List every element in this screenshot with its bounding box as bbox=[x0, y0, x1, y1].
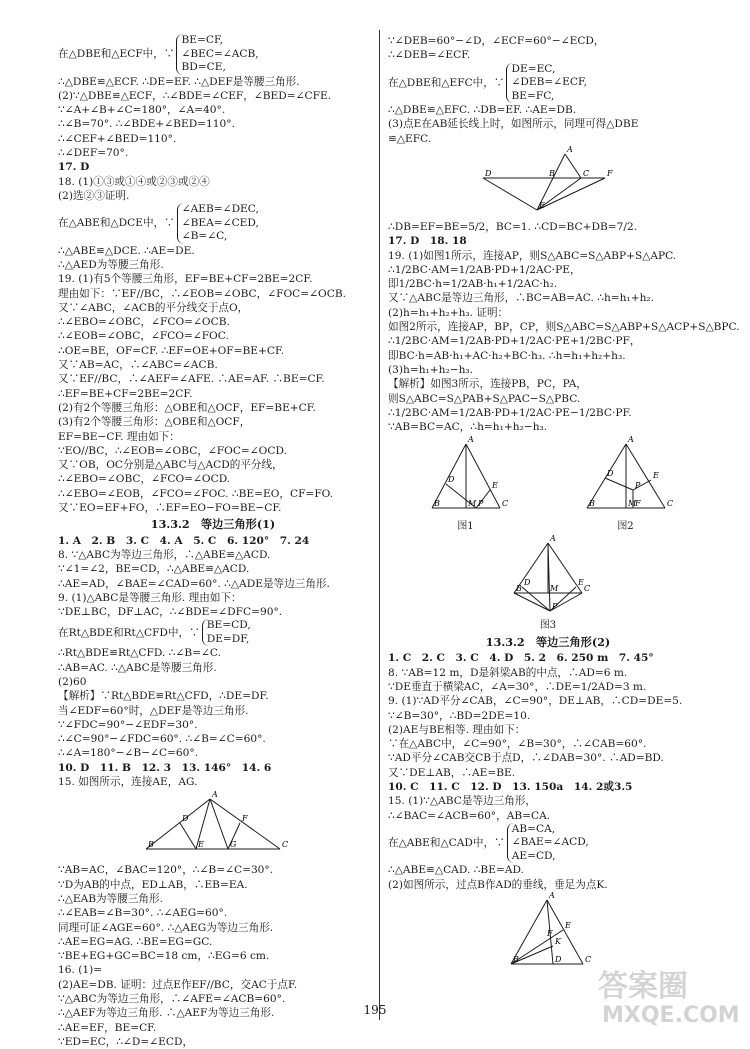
figure-point-label: C bbox=[666, 499, 673, 509]
brace-condition: AE=CD, bbox=[511, 849, 556, 862]
figure-caption: 图3 bbox=[539, 619, 557, 631]
text-line: 9. (1)∵AD平分∠CAB，∠C=90°，DE⊥AB，∴CD=DE=5. bbox=[388, 695, 683, 708]
text-line: ∴AE=AD，∠BAE=∠CAD=60°. ∴△ADE是等边三角形. bbox=[58, 577, 330, 590]
figure-point-label: F bbox=[242, 814, 248, 824]
figure-point-label: D bbox=[447, 475, 454, 485]
text-line: (2)60 bbox=[58, 675, 87, 688]
figure-point-label: E bbox=[198, 840, 204, 850]
figure-segment bbox=[605, 478, 633, 490]
figure-point-label: B bbox=[433, 499, 440, 509]
text-line: ∴∠B=70°. ∴∠BDE+∠BED=110°. bbox=[58, 118, 235, 131]
fig1-figure bbox=[426, 435, 508, 518]
figure-point-label: G bbox=[230, 840, 237, 850]
text-line: ∵EO//BC，∴∠EOB=∠OBC，∠FOC=∠OCD. bbox=[58, 444, 287, 457]
figure-point-label: P bbox=[477, 499, 483, 509]
figure-point-label: C bbox=[282, 840, 289, 850]
text-line: ∵ED=EC，∴∠D=∠ECD， bbox=[58, 1035, 194, 1048]
figure-point-label: A bbox=[467, 435, 474, 445]
figure-point-label: M bbox=[467, 499, 476, 509]
brace-condition: ∠BEA=∠CED, bbox=[181, 216, 259, 229]
figure-segment bbox=[180, 823, 196, 849]
brace-condition: ∠BAE=∠ACD, bbox=[511, 836, 589, 849]
text-line: ∴△DBE≌△EFC. ∴DB=EF. ∴AE=DB. bbox=[388, 104, 577, 117]
text-line: ∵AB=BC=AC，∴h=h₁+h₂−h₃. bbox=[388, 421, 548, 434]
text-line: ∴△EAB为等腰三角形. bbox=[58, 892, 163, 905]
text-line: 16. (1)= bbox=[58, 964, 103, 977]
figure-segment bbox=[483, 178, 537, 210]
text-line: ∵∠A+∠B+∠C=180°，∠A=40°. bbox=[58, 104, 226, 117]
text-line: ∴△ABE≌△CAD. ∴BE=AD. bbox=[388, 864, 524, 877]
brace-condition: BE=CF, bbox=[181, 34, 224, 46]
figure-point-label: D bbox=[555, 954, 562, 964]
brace-system bbox=[58, 203, 368, 244]
text-line: ∴△AED为等腰三角形. bbox=[58, 258, 164, 271]
figure-point-label: A bbox=[567, 144, 573, 154]
brace-system bbox=[58, 34, 368, 75]
text-line: ∴∠BAC=∠ACB=60°，AB=CA. bbox=[388, 809, 551, 822]
figure-point-label: P bbox=[552, 601, 558, 611]
figure-point-label: E bbox=[565, 920, 571, 930]
text-line: 19. (1)有5个等腰三角形，EF=BE+CF=2BE=2CF. bbox=[58, 273, 313, 286]
brace-condition: BE=FC, bbox=[511, 89, 555, 102]
text-line: ∵AB=AC，∠BAC=120°，∴∠B=∠C=30°. bbox=[58, 864, 274, 877]
text-line: 即BC·h=AB·h₁+AC·h₂+BC·h₃. ∴h=h₁+h₂+h₃. bbox=[388, 349, 626, 362]
text-line: ∴AE=EG=AG. ∴BE=EG=GC. bbox=[58, 935, 213, 948]
figure-point-label: P bbox=[634, 481, 640, 491]
brace-condition: BE=CD, bbox=[206, 619, 251, 632]
page-number: 195 bbox=[363, 1003, 387, 1017]
f15-figure bbox=[138, 791, 288, 861]
figure-point-label: A bbox=[212, 790, 218, 800]
figure-point-label: K bbox=[555, 936, 561, 946]
text-line: ∴∠EBO=∠OBC，∠FCO=∠OCB. bbox=[58, 316, 230, 329]
figure-point-label: E bbox=[578, 577, 584, 587]
brace-prefix: 在△ABE和△CAD中，∵ bbox=[388, 836, 505, 849]
text-line: ∴∠CEF+∠BED=110°. bbox=[58, 132, 177, 145]
text-line: (2)选②③证明. bbox=[58, 189, 130, 202]
text-line: ∴∠C=90°−∠FDC=60°. ∴∠B=∠C=60°. bbox=[58, 733, 266, 746]
section-heading: 13.3.2 等边三角形(1) bbox=[150, 517, 276, 532]
text-line: ∵在△ABC中，∠C=90°，∠B=30°，∴∠CAB=60°. bbox=[388, 738, 647, 751]
text-line: ∴△ABE≌△DCE. ∴AE=DE. bbox=[58, 244, 195, 257]
brace-prefix: 在Rt△BDE和Rt△CFD中，∵ bbox=[58, 626, 200, 639]
text-line: 即1/2BC·h=1/2AB·h₁+1/2AC·h₂. bbox=[388, 278, 558, 291]
text-line: ∴△DBE≌△ECF. ∴DE=EF. ∴△DEF是等腰三角形. bbox=[58, 75, 300, 88]
text-line: ∴∠DEF=70°. bbox=[58, 146, 129, 159]
text-line: 15. (1)∵△ABC是等边三角形， bbox=[388, 795, 537, 808]
figure-point-label: A bbox=[549, 890, 555, 900]
text-line: 又∵EO=EF+FO，∴EF=EO−FO=BE−CF. bbox=[58, 502, 282, 515]
left-column bbox=[58, 34, 368, 1049]
figure-point-label: C bbox=[584, 583, 591, 593]
brace-condition: ∠BEC=∠ACB, bbox=[181, 47, 259, 60]
text-line: ∵△ABC为等边三角形，∴∠AFE=∠ACB=60°. bbox=[58, 993, 286, 1006]
text-line: 理由如下：∵EF//BC，∴∠EOB=∠OBC，∠FOC=∠OCB. bbox=[58, 287, 346, 300]
fig3-figure bbox=[498, 533, 598, 617]
text-line: (2)AE=DB. 证明：过点E作EF//BC，交AC于点F. bbox=[58, 978, 298, 991]
brace-condition: ∠B=∠C, bbox=[181, 230, 228, 243]
text-line: 又∵OB，OC分别是△ABC与△ACD的平分线， bbox=[58, 459, 283, 472]
text-line: ∴∠DEB=∠ECF. bbox=[388, 49, 471, 62]
figure-point-label: A bbox=[550, 533, 556, 543]
text-line: ∵∠DEB=60°−∠D，∠ECF=60°−∠ECD， bbox=[388, 35, 605, 47]
text-line: 又∵EF//BC，∴∠AEF=∠AFE. ∴AE=AF. ∴BE=CF. bbox=[58, 373, 325, 386]
brace-prefix: 在△ABE和△DCE中，∵ bbox=[58, 217, 175, 230]
text-line: ∴∠A=180°−∠B−∠C=60°. bbox=[58, 747, 199, 760]
text-line: 15. 如图所示，连接AE，AG. bbox=[58, 776, 198, 789]
text-line: 又∵∠ABC，∠ACB的平分线交于点O， bbox=[58, 301, 249, 314]
text-line: ∴∠EBO=∠EOB，∠FCO=∠FOC. ∴BE=EO，CF=FO. bbox=[58, 487, 334, 500]
figure-point-label: B bbox=[549, 168, 555, 178]
text-line: 1. C 2. C 3. C 4. D 5. 2 6. 250 m 7. 45° bbox=[388, 652, 654, 665]
text-line: 1. A 2. B 3. C 4. A 5. C 6. 120° 7. 24 bbox=[58, 534, 310, 547]
text-line: 【解析】∵Rt△BDE≌Rt△CFD，∴DE=DF. bbox=[58, 690, 269, 703]
figure-point-label: D bbox=[182, 814, 189, 824]
text-line: ∴AB=AC. ∴△ABC是等腰三角形. bbox=[58, 661, 217, 674]
text-line: ∴△AEF为等边三角形. ∴△AEF为等边三角形. bbox=[58, 1007, 275, 1020]
figure-point-label: E bbox=[491, 481, 498, 491]
brace-system bbox=[58, 619, 368, 646]
watermark-logo bbox=[594, 962, 742, 1028]
f16-figure bbox=[473, 144, 623, 218]
text-line: (2)∵△DBE≌△ECF，∴∠BDE=∠CEF，∠BED=∠CFE. bbox=[58, 89, 332, 102]
brace-condition: DE=EC, bbox=[511, 62, 556, 75]
figure-segment bbox=[537, 178, 605, 210]
figure-point-label: B bbox=[513, 954, 519, 964]
brace-system bbox=[388, 823, 708, 864]
text-line: 又∵AB=AC，∴∠ABC=∠ACB. bbox=[58, 359, 218, 372]
figure-caption: 图2 bbox=[617, 521, 634, 533]
text-line: ≌△EFC. bbox=[388, 132, 432, 145]
section-heading: 13.3.2 等边三角形(2) bbox=[485, 635, 611, 650]
text-line: 9. (1)△ABC是等腰三角形. 理由如下： bbox=[58, 591, 242, 604]
text-line: ∵DE垂直于横梁AC，∠A=30°，∴DE=1/2AD=3 m. bbox=[388, 680, 647, 693]
figure-point-label: B bbox=[588, 499, 595, 509]
text-line: 17. D 18. 18 bbox=[388, 235, 467, 248]
text-line: 18. (1)①③或①④或②③或②④ bbox=[58, 175, 210, 188]
text-line: ∵∠1=∠2，BE=CD，∴△ABE≌△ACD. bbox=[58, 563, 250, 576]
text-line: ∴∠EAB=∠B=30°. ∴∠AEG=60°. bbox=[58, 907, 228, 920]
text-line: (3)有2个等腰三角形：△OBE和△OCF， bbox=[58, 416, 251, 429]
text-line: 8. ∵AB=12 m，D是斜梁AB的中点，∴AD=6 m. bbox=[388, 666, 628, 679]
text-line: ∵DE⊥BC，DF⊥AC，∴∠BDE=∠DFC=90°. bbox=[58, 606, 283, 619]
brace-condition: ∠AEB=∠DEC, bbox=[181, 203, 259, 216]
text-line: 又∵△ABC是等边三角形，∴BC=AB=AC. ∴h=h₁+h₂. bbox=[388, 292, 655, 305]
text-line: (3)点E在AB延长线上时，如图所示，同理可得△DBE bbox=[388, 118, 639, 131]
svg-text:MXQE.COM: MXQE.COM bbox=[602, 1003, 740, 1028]
text-line: ∵∠B=30°，∴BD=2DE=10. bbox=[388, 709, 531, 722]
figure-point-label: D bbox=[606, 469, 613, 479]
figure-point-label: M bbox=[550, 583, 559, 593]
svg-text:答案圈: 答案圈 bbox=[598, 969, 688, 1004]
figure-segment bbox=[210, 799, 228, 849]
text-line: ∴EF=BE+CF=2BE=2CF. bbox=[58, 387, 193, 400]
text-line: (3)h=h₁+h₂−h₃. bbox=[388, 363, 474, 376]
text-line: 又∵DE⊥AB，∴AE=BE. bbox=[388, 766, 516, 779]
figure-point-label: E bbox=[539, 200, 545, 210]
right-column bbox=[388, 34, 740, 976]
text-line: 当∠EDF=60°时，△DEF是等边三角形. bbox=[58, 704, 249, 717]
figure-caption: 图1 bbox=[457, 521, 474, 533]
text-line: ∴OE=BE，OF=CF. ∴EF=OE+OF=BE+CF. bbox=[58, 344, 285, 357]
figure-point-label: E bbox=[652, 471, 659, 481]
figure-segment bbox=[565, 154, 581, 178]
text-line: 10. C 11. C 12. D 13. 150a 14. 2或3.5 bbox=[388, 781, 633, 793]
text-line: ∴Rt△BDE≌Rt△CFD. ∴∠B=∠C. bbox=[58, 647, 221, 660]
text-line: ∴∠EBO=∠OBC，∠FCO=∠OCD. bbox=[58, 473, 231, 486]
figure-point-label: F bbox=[607, 168, 613, 178]
text-line: ∵AD平分∠CAB交CB于点D，∴∠DAB=30°. ∴AD=BD. bbox=[388, 752, 664, 765]
figure-point-label: D bbox=[485, 168, 492, 178]
text-line: 17. D bbox=[58, 161, 90, 174]
figure-point-label: A bbox=[627, 435, 634, 445]
figure-point-label: M bbox=[627, 499, 636, 509]
figure-point-label: F bbox=[634, 499, 641, 509]
figure-point-label: B bbox=[516, 583, 522, 593]
brace-condition: ∠DEB=∠ECF, bbox=[511, 76, 588, 89]
text-line: ∵D为AB的中点，ED⊥AB，∴EB=EA. bbox=[58, 878, 248, 891]
brace-condition: AB=CA, bbox=[511, 822, 556, 835]
text-line: ∵∠FDC=90°−∠EDF=30°. bbox=[58, 718, 198, 731]
figure-point-label: C bbox=[501, 499, 508, 509]
text-line: ∴1/2BC·AM=1/2AB·PD+1/2AC·PE+1/2BC·PF， bbox=[388, 335, 641, 348]
brace-condition: DE=DF, bbox=[206, 632, 250, 645]
text-line: (2)有2个等腰三角形：△OBE和△OCF，EF=BE+CF. bbox=[58, 401, 316, 414]
figure-point-label: C bbox=[585, 954, 592, 964]
text-line: EF=BE−CF. 理由如下： bbox=[58, 430, 180, 443]
brace-condition: BD=CE, bbox=[181, 61, 226, 73]
f15b-figure bbox=[503, 890, 593, 974]
text-line: 【解析】如图3所示，连接PB，PC，PA， bbox=[388, 378, 588, 391]
figure-point-label: C bbox=[583, 168, 590, 178]
text-line: ∴AE=EF，BE=CF. bbox=[58, 1021, 157, 1034]
text-line: 19. (1)如图1所示，连接AP，则S△ABC=S△ABP+S△APC. bbox=[388, 249, 677, 262]
figure-point-label: F bbox=[547, 928, 553, 938]
text-line: ∴∠EOB=∠OBC，∠FCO=∠FOC. bbox=[58, 330, 229, 343]
text-line: 则S△ABC=S△PAB+S△PAC−S△PBC. bbox=[388, 392, 581, 405]
figure-point-label: D bbox=[524, 577, 531, 587]
text-line: (2)h=h₁+h₂+h₃. 证明： bbox=[388, 306, 509, 319]
figure-point-label: B bbox=[148, 840, 154, 850]
brace-system bbox=[388, 63, 708, 104]
text-line: (2)AE与BE相等. 理由如下： bbox=[388, 723, 526, 736]
text-line: ∵BE+EG+GC=BC=18 cm，∴EG=6 cm. bbox=[58, 950, 270, 963]
column-divider bbox=[379, 30, 380, 1020]
figure-row bbox=[388, 436, 708, 534]
brace-prefix: 在△DBE和△EFC中，∵ bbox=[388, 76, 505, 89]
text-line: 8. ∵△ABC为等边三角形，∴△ABE≌△ACD. bbox=[58, 548, 271, 561]
fig2-figure bbox=[581, 435, 673, 518]
brace-prefix: 在△DBE和△ECF中，∵ bbox=[58, 48, 175, 61]
text-line: ∴1/2BC·AM=1/2AB·PD+1/2AC·PE， bbox=[388, 263, 581, 276]
text-line: (2)如图所示，过点B作AD的垂线，垂足为点K. bbox=[388, 878, 608, 891]
text-line: ∴1/2BC·AM=1/2AB·PD+1/2AC·PE−1/2BC·PF. bbox=[388, 406, 632, 419]
text-line: 如图2所示，连接AP，BP，CP，则S△ABC=S△ABP+S△ACP+S△BPC. bbox=[388, 321, 740, 334]
text-line: 同理可证∠AGE=60°. ∴△AEG为等边三角形. bbox=[58, 921, 274, 934]
figure-segment bbox=[210, 799, 280, 849]
text-line: ∴DB=EF=BE=5/2，BC=1. ∴CD=BC+DB=7/2. bbox=[388, 220, 638, 233]
text-line: 10. D 11. B 12. 3 13. 146° 14. 6 bbox=[58, 761, 272, 774]
